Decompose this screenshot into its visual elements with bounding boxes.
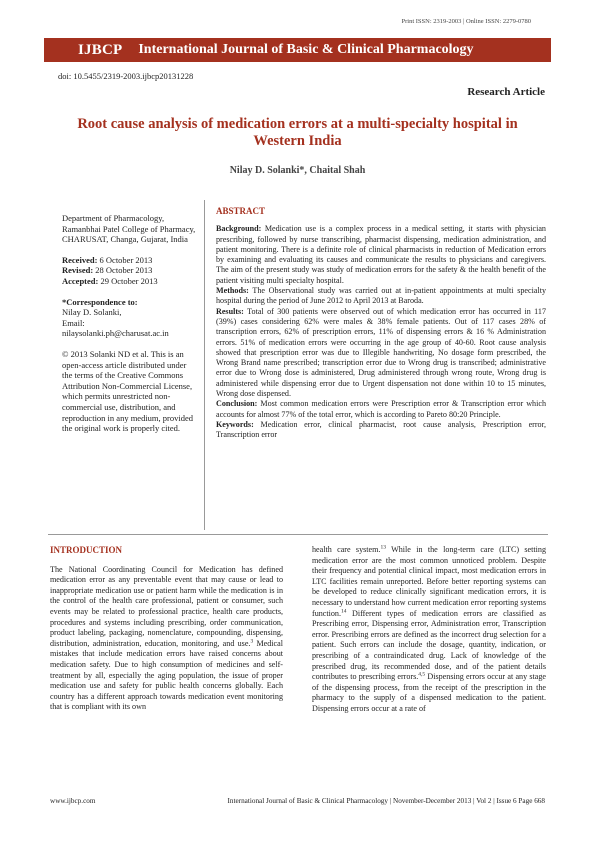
received-date: 6 October 2013 xyxy=(99,254,153,265)
conclusion-label: Conclusion: xyxy=(216,399,258,409)
footer-citation: International Journal of Basic & Clinical Pharmacology | November-December 2013 | Vol 2 | Issue 6 Page 668 xyxy=(227,797,545,805)
intro-text: Dispensing errors occur at any stage of the dispensing process, from the receipt of the prescription in the pharmacy to the supply of a dispensed medication to the patient. Dispensing errors occur at a rate of xyxy=(312,672,546,713)
background-text: Medication use is a complex process in a medical setting, it starts with physician prescribing, followed by nurse transcribing, pharmacist dispensing, medication administration, and patient monitoring. There is a definite role of clinical pharmacists in reduction of Medication errors by examining and evaluating its causes and communicate the results to physicians and caregivers. The aim of the present study was study of medication errors for the safety & the health benefit of the patient visiting multi specialty hospital. xyxy=(216,224,546,285)
dates xyxy=(62,255,197,287)
reference-marker[interactable]: 14 xyxy=(341,607,347,614)
issn-line: Print ISSN: 2319-2003 | Online ISSN: 2279-0780 xyxy=(401,18,531,25)
article-info-column xyxy=(62,213,197,444)
footer-website[interactable]: www.ijbcp.com xyxy=(50,797,96,805)
affiliation: Department of Pharmacology, Ramanbhai Patel College of Pharmacy, CHARUSAT, Changa, Gujarat, India xyxy=(62,213,196,245)
methods-text: The Observational study was carried out at in-patient appointments at multi specialty hospital during the period of June 2012 to April 2013 at Baroda. xyxy=(216,286,546,306)
introduction-paragraph xyxy=(50,565,283,713)
abstract-heading: ABSTRACT xyxy=(216,206,266,216)
reference-marker[interactable]: 13 xyxy=(380,544,386,551)
journal-abbreviation: IJBCP xyxy=(78,41,123,58)
accepted-date: 29 October 2013 xyxy=(100,275,158,286)
doi: doi: 10.5455/2319-2003.ijbcp20131228 xyxy=(58,71,194,81)
correspondence-email[interactable]: nilaysolanki.ph@charusat.ac.in xyxy=(62,328,169,339)
reference-marker[interactable]: 4,5 xyxy=(418,671,426,678)
email-label: Email: xyxy=(62,317,85,328)
introduction-left-column xyxy=(50,545,283,713)
correspondence-heading: *Correspondence to: xyxy=(62,296,138,307)
intro-text: Medical mistakes that include medication errors have raised concerns about medication safety. Due to high consumption of medicines and self-treatment by all, especially the aging population, the issue of proper medication use and safety for public health concerns globally. Each country has a different approach towards medication event monitoring that is compliant with its own xyxy=(50,638,283,712)
revised-label: Revised: xyxy=(62,265,94,276)
introduction-paragraph xyxy=(312,545,546,715)
correspondence-name: Nilay D. Solanki, xyxy=(62,307,122,318)
background-label: Background: xyxy=(216,224,262,234)
accepted-label: Accepted: xyxy=(62,275,99,286)
intro-text: The National Coordinating Council for Medication has defined medication error as any preventable event that may cause or lead to inappropriate medication use or patient harm while the medication is in the control of the health care professional, patient or consumer, such events may be related to professional practice, health care products, procedures and systems including prescribing, order communication, product labeling, packaging, nomenclature, compounding, dispensing, distribution, administration, education, monitoring, and use. xyxy=(50,564,283,648)
keywords-text: Medication error, clinical pharmacist, root cause analysis, Prescription error, Transcription error xyxy=(216,419,546,440)
journal-name: International Journal of Basic & Clinical Pharmacology xyxy=(138,42,474,57)
revised-date: 28 October 2013 xyxy=(95,265,153,276)
introduction-right-column xyxy=(312,545,546,715)
abstract-results xyxy=(216,307,546,400)
page-footer xyxy=(50,797,545,805)
results-text: Total of 300 patients were observed out of which medication error has occurred in 117 (39%) cases considering 62% were males & 38% female patients. Out of 117 cases 28% of transcription errors, 62% of prescription errors, 11% of dispensing errors & 16 % Administration errors. 51% of medication errors were occurring in the age group of 40-60. Root cause analysis showed that prescription error was due to Illegible handwriting, No dosage form prescribed, the Wrong Brand name prescribed; transcription error due to Wrong drug is transcribed; administrative error due to Wrong dose is administered, Drug administered through wrong route, Wrong drug is administered while dispensing error due to Urgent dispensation not done within 10 to 15 minutes, Wrong dose dispensed. xyxy=(216,306,547,399)
introduction-heading: INTRODUCTION xyxy=(50,545,123,555)
keywords-label: Keywords: xyxy=(216,419,254,429)
abstract-methods xyxy=(216,286,546,307)
abstract-background xyxy=(216,224,546,286)
results-label: Results: xyxy=(216,306,244,316)
received-label: Received: xyxy=(62,254,98,265)
abstract xyxy=(216,206,546,441)
article-title: Root cause analysis of medication errors at a multi-specialty hospital in Western India xyxy=(77,116,518,149)
reference-marker[interactable]: 3 xyxy=(250,638,254,645)
journal-banner xyxy=(44,38,551,62)
correspondence xyxy=(62,297,197,339)
intro-text: While in the long-term care (LTC) setting medication error are the most common unnoticed problem. Despite their frequency and potential clinical impact, most medication errors in LTC facilities remain unreported. Before better reporting systems can be developed to reduce clinically significant medication errors, it is necessary to understand how current medication error reporting systems function. xyxy=(312,545,546,618)
abstract-conclusion xyxy=(216,399,546,420)
conclusion-text: Most common medication errors were Prescription error & Transcription error which accounts for almost 77% of the total error, which is according to Pareto 80:20 Principle. xyxy=(216,399,546,419)
article-type: Research Article xyxy=(467,86,545,98)
authors: Nilay D. Solanki*, Chaital Shah xyxy=(229,165,366,176)
section-divider xyxy=(48,534,548,535)
intro-text: Different types of medication errors are classified as Prescribing error, Dispensing error, Administration error, Transcription error. Prescribing errors are defined as the incorrect drug selection for a patient. Such errors can include the dosage, quantity, indication, or prescribing of a contraindicated drug. Lack of knowledge of the prescribed drug, its recommended dose, and of the patient details contributes to prescribing errors. xyxy=(312,608,546,682)
copyright-notice: © 2013 Solanki ND et al. This is an open-access article distributed under the terms of the Creative Commons Attribution Non-Commercial License, which permits unrestricted non-commercial use, distribution, and reproduction in any medium, provided the original work is properly cited. xyxy=(62,348,194,434)
intro-text: health care system. xyxy=(312,545,381,554)
methods-label: Methods: xyxy=(216,286,249,296)
column-divider xyxy=(204,200,205,530)
keywords xyxy=(216,420,546,441)
